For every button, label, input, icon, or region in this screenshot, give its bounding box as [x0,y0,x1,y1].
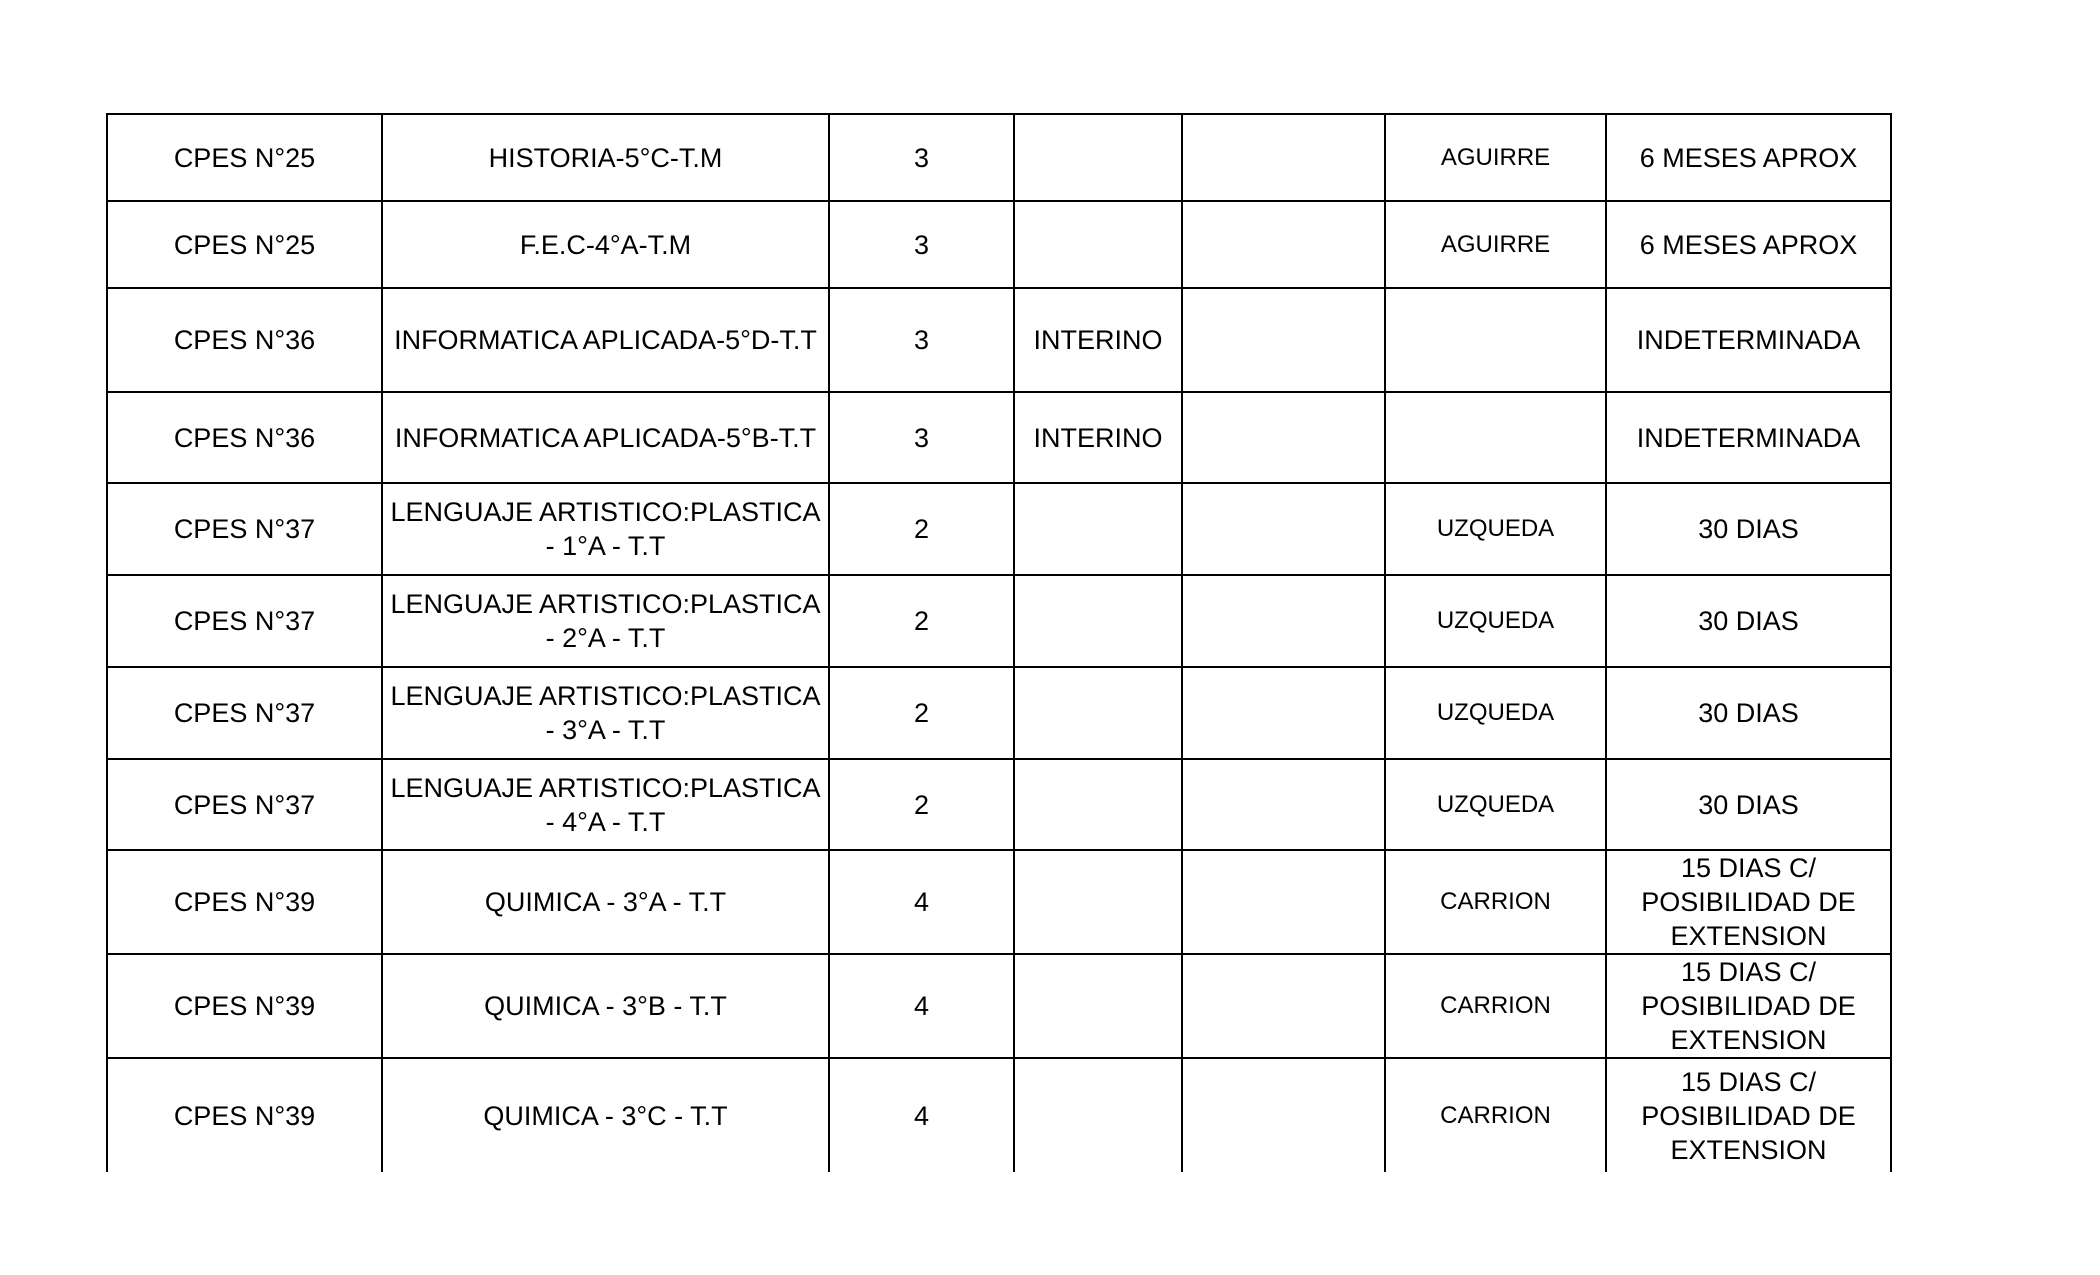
hours-cell: 4 [829,954,1014,1058]
duration-cell: 30 DIAS [1606,575,1891,667]
school-cell: CPES N°37 [107,759,382,850]
table-row [107,954,1891,1058]
name-cell: CARRION [1385,954,1606,1058]
name-cell: UZQUEDA [1385,483,1606,575]
duration-cell: 30 DIAS [1606,759,1891,850]
name-cell: AGUIRRE [1385,114,1606,201]
status-cell [1014,667,1182,759]
duration-cell: 15 DIAS C/ POSIBILIDAD DE EXTENSION [1606,850,1891,954]
status-cell [1014,483,1182,575]
status-cell: INTERINO [1014,392,1182,483]
table-row [107,201,1891,288]
table-row [107,759,1891,850]
subject-cell: LENGUAJE ARTISTICO:PLASTICA - 2°A - T.T [382,575,829,667]
extra-cell [1182,201,1385,288]
school-cell: CPES N°37 [107,483,382,575]
name-cell [1385,392,1606,483]
name-cell: UZQUEDA [1385,759,1606,850]
status-cell [1014,759,1182,850]
hours-cell: 2 [829,483,1014,575]
school-cell: CPES N°39 [107,1058,382,1172]
subject-cell: LENGUAJE ARTISTICO:PLASTICA - 4°A - T.T [382,759,829,850]
hours-cell: 2 [829,759,1014,850]
name-cell: UZQUEDA [1385,575,1606,667]
table-row [107,114,1891,201]
subject-cell: INFORMATICA APLICADA-5°B-T.T [382,392,829,483]
subject-cell: QUIMICA - 3°A - T.T [382,850,829,954]
name-cell [1385,288,1606,392]
status-cell [1014,954,1182,1058]
table-row [107,392,1891,483]
school-cell: CPES N°37 [107,667,382,759]
status-cell [1014,575,1182,667]
table-row [107,575,1891,667]
duration-cell: 15 DIAS C/ POSIBILIDAD DE EXTENSION [1606,1058,1891,1172]
table-row [107,1058,1891,1172]
duration-cell: 15 DIAS C/ POSIBILIDAD DE EXTENSION [1606,954,1891,1058]
school-cell: CPES N°36 [107,392,382,483]
table-row [107,667,1891,759]
extra-cell [1182,575,1385,667]
hours-cell: 2 [829,575,1014,667]
name-cell: CARRION [1385,1058,1606,1172]
extra-cell [1182,114,1385,201]
vacancy-table [106,113,1892,1172]
extra-cell [1182,850,1385,954]
duration-cell: INDETERMINADA [1606,392,1891,483]
school-cell: CPES N°25 [107,201,382,288]
duration-cell: 30 DIAS [1606,483,1891,575]
table-row [107,850,1891,954]
duration-cell: 30 DIAS [1606,667,1891,759]
school-cell: CPES N°25 [107,114,382,201]
subject-cell: QUIMICA - 3°C - T.T [382,1058,829,1172]
table-row [107,288,1891,392]
extra-cell [1182,667,1385,759]
school-cell: CPES N°39 [107,850,382,954]
extra-cell [1182,954,1385,1058]
school-cell: CPES N°37 [107,575,382,667]
duration-cell: 6 MESES APROX [1606,114,1891,201]
hours-cell: 3 [829,392,1014,483]
duration-cell: INDETERMINADA [1606,288,1891,392]
extra-cell [1182,288,1385,392]
status-cell [1014,1058,1182,1172]
name-cell: CARRION [1385,850,1606,954]
subject-cell: LENGUAJE ARTISTICO:PLASTICA - 3°A - T.T [382,667,829,759]
subject-cell: INFORMATICA APLICADA-5°D-T.T [382,288,829,392]
extra-cell [1182,483,1385,575]
hours-cell: 4 [829,1058,1014,1172]
extra-cell [1182,1058,1385,1172]
status-cell [1014,114,1182,201]
status-cell [1014,850,1182,954]
hours-cell: 3 [829,114,1014,201]
status-cell [1014,201,1182,288]
hours-cell: 3 [829,288,1014,392]
name-cell: AGUIRRE [1385,201,1606,288]
name-cell: UZQUEDA [1385,667,1606,759]
duration-cell: 6 MESES APROX [1606,201,1891,288]
hours-cell: 3 [829,201,1014,288]
status-cell: INTERINO [1014,288,1182,392]
subject-cell: F.E.C-4°A-T.M [382,201,829,288]
subject-cell: LENGUAJE ARTISTICO:PLASTICA - 1°A - T.T [382,483,829,575]
hours-cell: 2 [829,667,1014,759]
school-cell: CPES N°36 [107,288,382,392]
subject-cell: HISTORIA-5°C-T.M [382,114,829,201]
extra-cell [1182,392,1385,483]
table-row [107,483,1891,575]
school-cell: CPES N°39 [107,954,382,1058]
subject-cell: QUIMICA - 3°B - T.T [382,954,829,1058]
extra-cell [1182,759,1385,850]
hours-cell: 4 [829,850,1014,954]
